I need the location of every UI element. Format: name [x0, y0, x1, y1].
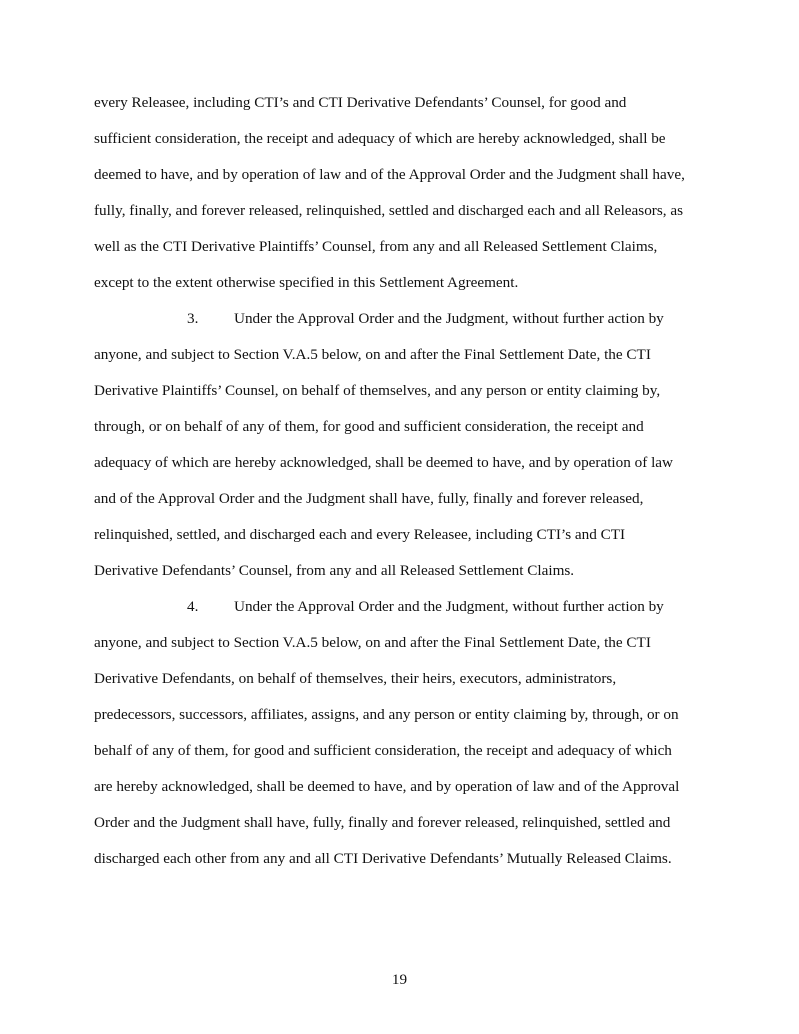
- paragraph-3-line-2: anyone, and subject to Section V.A.5 below, on and after the Final Settlement Date, the CTI: [94, 346, 651, 363]
- paragraph-3-line-6: and of the Approval Order and the Judgment shall have, fully, finally and forever released,: [94, 490, 644, 507]
- paragraph-3-line-5: adequacy of which are hereby acknowledged, shall be deemed to have, and by operation of law: [94, 454, 674, 471]
- continuation-line-6: except to the extent otherwise specified in this Settlement Agreement.: [94, 274, 519, 291]
- paragraph-4-line-8: discharged each other from any and all CTI Derivative Defendants’ Mutually Released Claims.: [94, 850, 672, 867]
- paragraph-3-line-8: Derivative Defendants’ Counsel, from any and all Released Settlement Claims.: [94, 562, 575, 579]
- continuation-line-2: sufficient consideration, the receipt and adequacy of which are hereby acknowledged, shall be: [94, 130, 666, 147]
- page-number: 19: [391, 971, 408, 988]
- paragraph-3-first-line: Under the Approval Order and the Judgment, without further action by: [234, 310, 664, 327]
- paragraph-4-line-5: behalf of any of them, for good and sufficient consideration, the receipt and adequacy of which: [94, 742, 672, 759]
- paragraph-4-line-7: Order and the Judgment shall have, fully, finally and forever released, relinquished, settled and: [94, 814, 671, 831]
- paragraph-3-number: 3.: [187, 310, 199, 327]
- paragraph-4-line-6: are hereby acknowledged, shall be deemed to have, and by operation of law and of the Approval: [94, 778, 680, 795]
- paragraph-4-first-line: Under the Approval Order and the Judgment, without further action by: [234, 598, 664, 615]
- continuation-line-5: well as the CTI Derivative Plaintiffs’ Counsel, from any and all Released Settlement Claims,: [94, 238, 658, 255]
- continuation-line-3: deemed to have, and by operation of law and of the Approval Order and the Judgment shall have,: [94, 166, 685, 183]
- paragraph-4-line-2: anyone, and subject to Section V.A.5 below, on and after the Final Settlement Date, the CTI: [94, 634, 651, 651]
- paragraph-4-line-3: Derivative Defendants, on behalf of themselves, their heirs, executors, administrators,: [94, 670, 617, 687]
- continuation-line-4: fully, finally, and forever released, relinquished, settled and discharged each and all Releasors, as: [94, 202, 683, 219]
- paragraph-4-number: 4.: [187, 598, 199, 615]
- paragraph-3-line-7: relinquished, settled, and discharged each and every Releasee, including CTI’s and CTI: [94, 526, 626, 543]
- continuation-line-1: every Releasee, including CTI’s and CTI Derivative Defendants’ Counsel, for good and: [94, 94, 627, 111]
- paragraph-4-line-4: predecessors, successors, affiliates, assigns, and any person or entity claiming by, through, or on: [94, 706, 679, 723]
- paragraph-3-line-4: through, or on behalf of any of them, for good and sufficient consideration, the receipt and: [94, 418, 644, 435]
- paragraph-3-line-3: Derivative Plaintiffs’ Counsel, on behalf of themselves, and any person or entity claiming by,: [94, 382, 661, 399]
